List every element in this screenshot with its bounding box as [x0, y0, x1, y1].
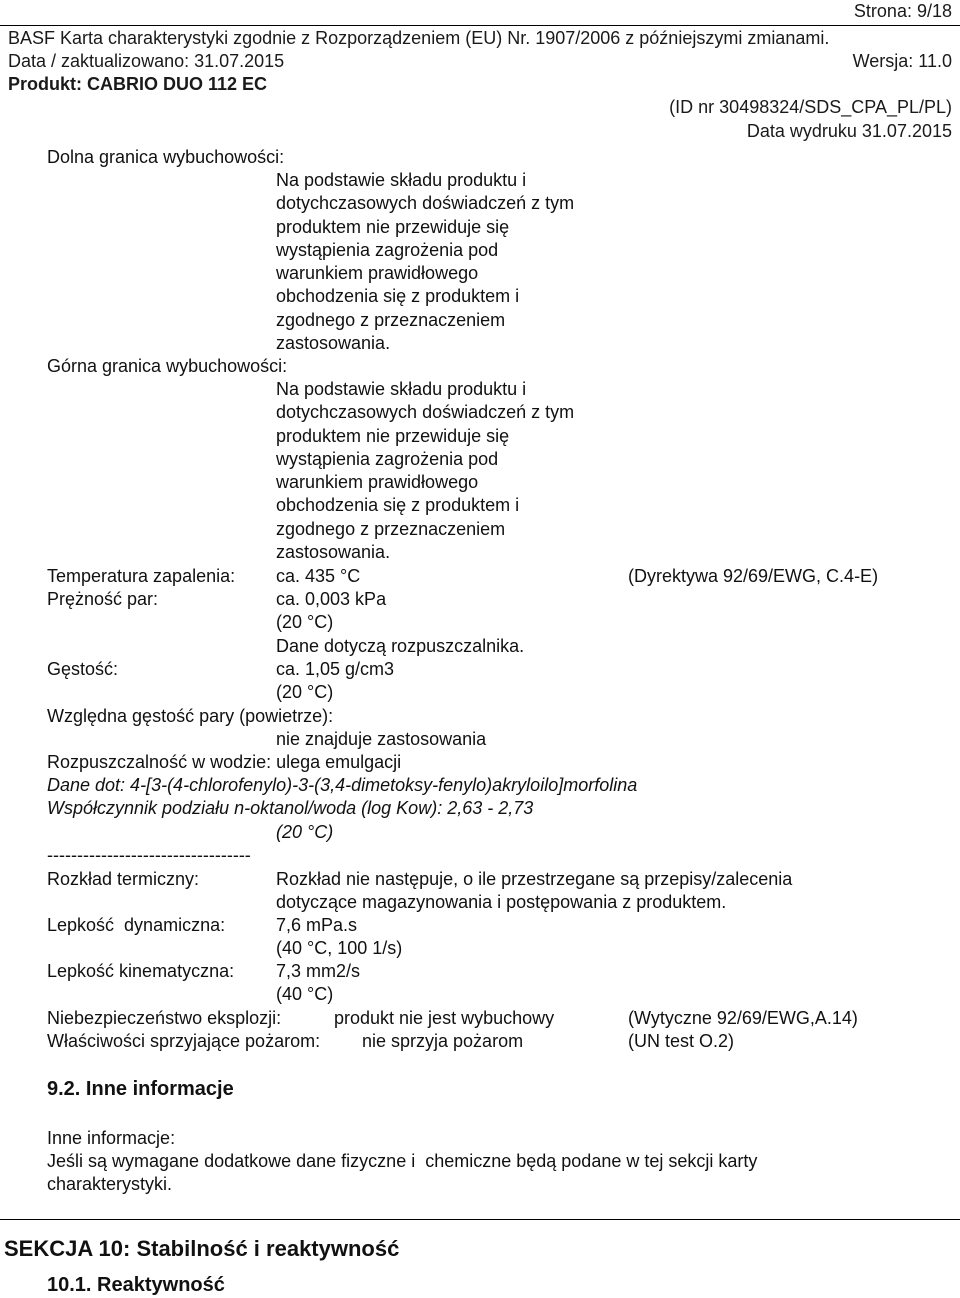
text-line: wystąpienia zagrożenia pod: [276, 239, 499, 260]
text-line: zastosowania.: [276, 542, 391, 563]
upper-explosion-label: Górna granica wybuchowości:: [47, 356, 288, 376]
fire-promoting-value: nie sprzyja pożarom: [362, 1031, 524, 1051]
upper-explosion-text: [276, 378, 574, 564]
text-line: wystąpienia zagrożenia pod: [276, 448, 499, 469]
date-updated: Data / zaktualizowano: 31.07.2015: [8, 51, 285, 71]
partition-condition: (20 °C): [276, 822, 334, 842]
density-label: Gęstość:: [47, 659, 119, 679]
relative-vapor-density-label: Względna gęstość pary (powietrze):: [47, 706, 334, 726]
dashed-separator: ----------------------------------: [47, 845, 251, 865]
vapor-pressure-value: ca. 0,003 kPa: [276, 589, 387, 609]
text-line: warunkiem prawidłowego: [276, 472, 479, 493]
section-10-heading: SEKCJA 10: Stabilność i reaktywność: [4, 1236, 400, 1261]
regulation-line: BASF Karta charakterystyki zgodnie z Rozporządzeniem (EU) Nr. 1907/2006 z późniejszymi zmianami.: [8, 28, 830, 48]
print-date: Data wydruku 31.07.2015: [746, 121, 952, 141]
water-solubility: Rozpuszczalność w wodzie: ulega emulgacji: [47, 752, 402, 772]
text-line: zgodnego z przeznaczeniem: [276, 309, 506, 330]
vapor-pressure-label: Prężność par:: [47, 589, 159, 609]
explosion-hazard-method: (Wytyczne 92/69/EWG,A.14): [628, 1008, 858, 1028]
flash-point-method: (Dyrektywa 92/69/EWG, C.4-E): [628, 566, 879, 586]
text-line: dotychczasowych doświadczeń z tym: [276, 402, 575, 423]
other-info-label: Inne informacje:: [47, 1128, 176, 1148]
text-line: zgodnego z przeznaczeniem: [276, 518, 506, 539]
lower-explosion-text: [276, 169, 574, 355]
data-for-substance: Dane dot: 4-[3-(4-chlorofenylo)-3-(3,4-dimetoksy-fenylo)akryloilo]morfolina: [47, 775, 638, 795]
text-line: obchodzenia się z produktem i: [276, 286, 520, 307]
thermal-decomposition-line-1: Rozkład nie następuje, o ile przestrzegane są przepisy/zalecenia: [276, 869, 793, 889]
id-number: (ID nr 30498324/SDS_CPA_PL/PL): [669, 97, 952, 117]
dynamic-viscosity-value: 7,6 mPa.s: [276, 915, 358, 935]
header-rule: [0, 25, 960, 26]
section-10-1-heading: 10.1. Reaktywność: [47, 1274, 225, 1296]
text-line: dotychczasowych doświadczeń z tym: [276, 193, 575, 214]
vapor-pressure-note: Dane dotyczą rozpuszczalnika.: [276, 636, 525, 656]
kinematic-viscosity-value: 7,3 mm2/s: [276, 961, 361, 981]
text-line: Na podstawie składu produktu i: [276, 379, 527, 399]
density-condition: (20 °C): [276, 682, 334, 702]
other-info-line-2: charakterystyki.: [47, 1174, 173, 1194]
explosion-hazard-label: Niebezpieczeństwo eksplozji:: [47, 1008, 282, 1028]
section-9-2-heading: 9.2. Inne informacje: [47, 1078, 234, 1100]
density-value: ca. 1,05 g/cm3: [276, 659, 395, 679]
page-number: Strona: 9/18: [853, 1, 952, 21]
text-line: zastosowania.: [276, 333, 391, 354]
kinematic-viscosity-condition: (40 °C): [276, 984, 334, 1004]
section-rule: [0, 1219, 960, 1220]
dynamic-viscosity-condition: (40 °C, 100 1/s): [276, 938, 403, 958]
partition-coefficient: Współczynnik podziału n-oktanol/woda (log Kow): 2,63 - 2,73: [47, 798, 534, 818]
relative-vapor-density-value: nie znajduje zastosowania: [276, 729, 487, 749]
dynamic-viscosity-label: Lepkość dynamiczna:: [47, 915, 226, 935]
text-line: produktem nie przewiduje się: [276, 425, 510, 446]
kinematic-viscosity-label: Lepkość kinematyczna:: [47, 961, 235, 981]
vapor-pressure-condition: (20 °C): [276, 612, 334, 632]
fire-promoting-label: Właściwości sprzyjające pożarom:: [47, 1031, 321, 1051]
flash-point-value: ca. 435 °C: [276, 566, 361, 586]
flash-point-label: Temperatura zapalenia:: [47, 566, 236, 586]
lower-explosion-label: Dolna granica wybuchowości:: [47, 147, 285, 167]
other-info-line-1: Jeśli są wymagane dodatkowe dane fizyczne i chemiczne będą podane w tej sekcji karty: [47, 1151, 758, 1171]
product-name: Produkt: CABRIO DUO 112 EC: [8, 74, 268, 94]
text-line: produktem nie przewiduje się: [276, 216, 510, 237]
text-line: warunkiem prawidłowego: [276, 263, 479, 284]
thermal-decomposition-label: Rozkład termiczny:: [47, 869, 200, 889]
fire-promoting-method: (UN test O.2): [628, 1031, 735, 1051]
text-line: Na podstawie składu produktu i: [276, 170, 527, 190]
version: Wersja: 11.0: [852, 51, 952, 71]
thermal-decomposition-line-2: dotyczące magazynowania i postępowania z produktem.: [276, 892, 727, 912]
explosion-hazard-value: produkt nie jest wybuchowy: [334, 1008, 555, 1028]
text-line: obchodzenia się z produktem i: [276, 495, 520, 516]
